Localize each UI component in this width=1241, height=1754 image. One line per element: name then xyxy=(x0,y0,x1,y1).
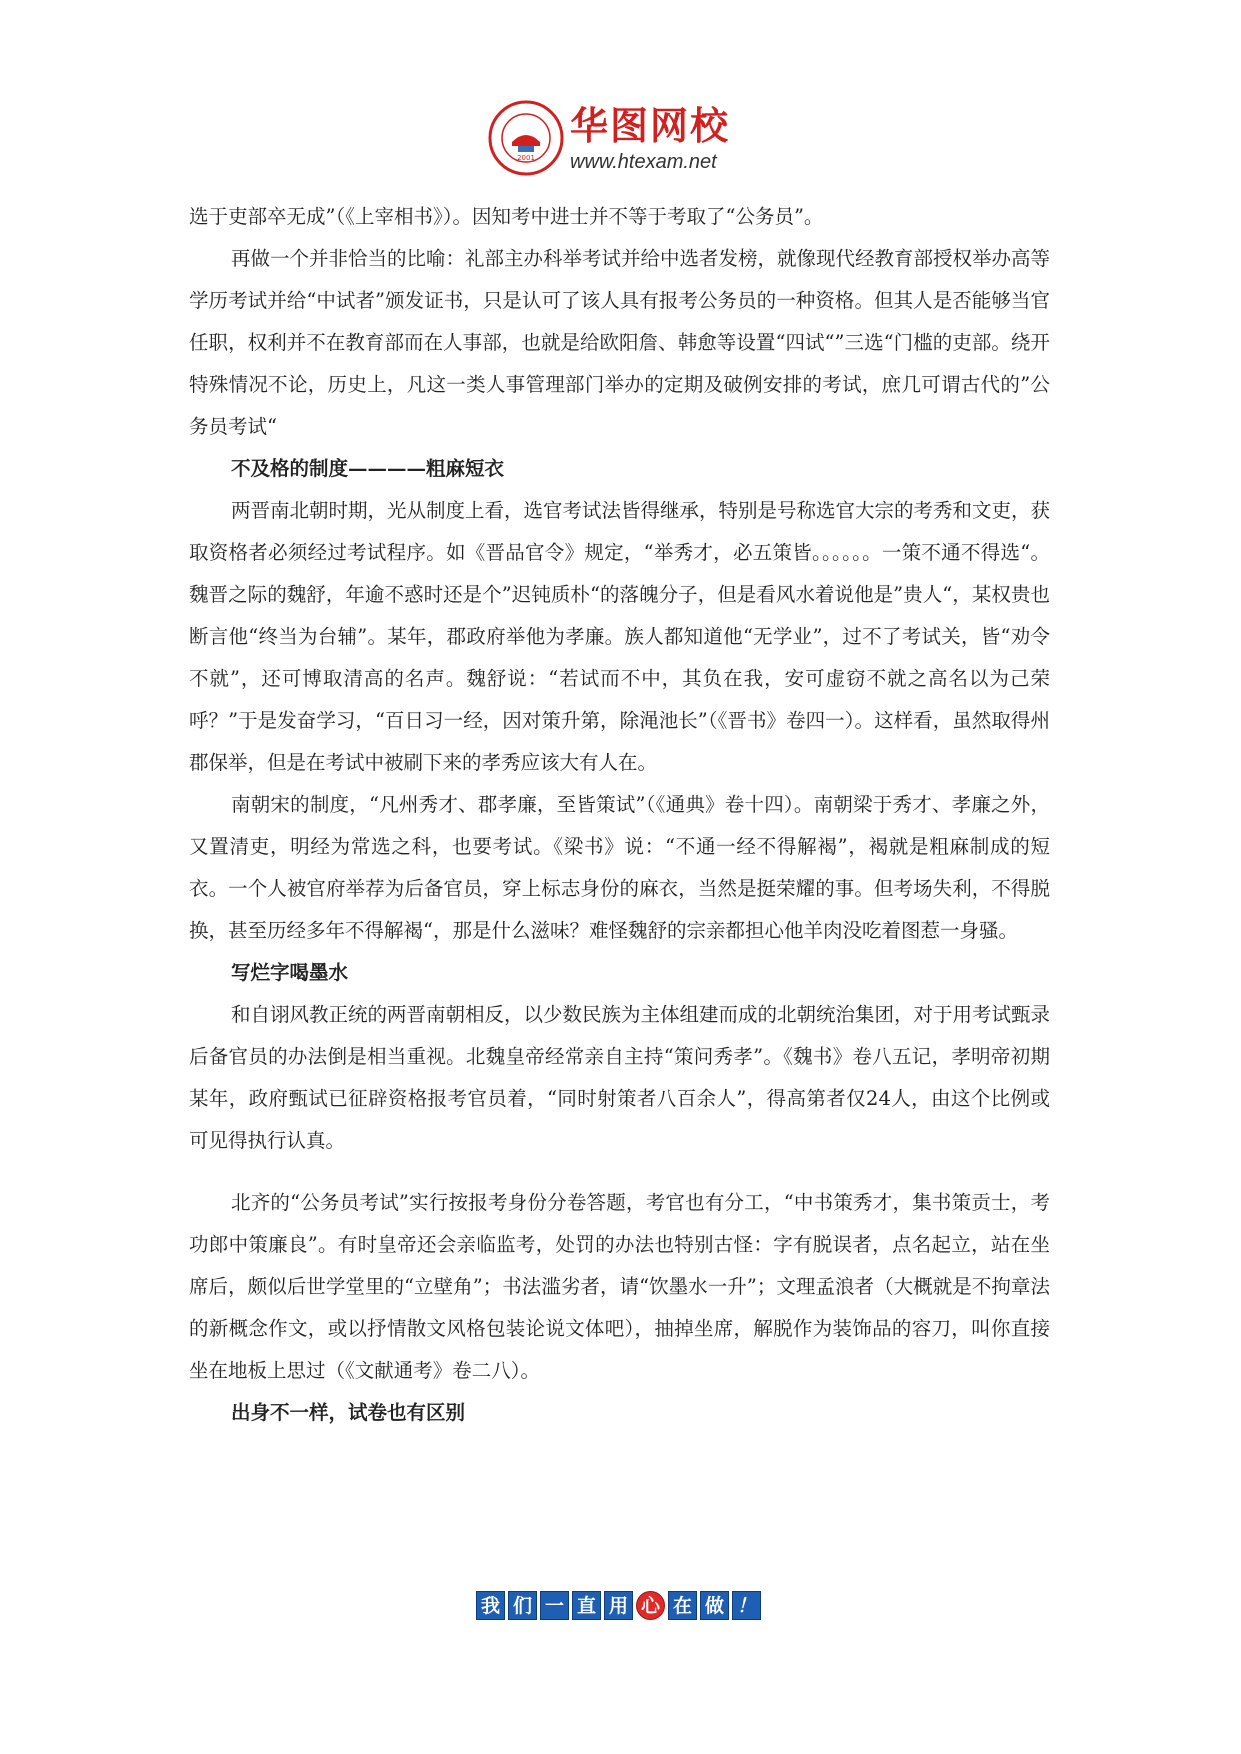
paragraph-5: 和自诩风教正统的两晋南朝相反，以少数民族为主体组建而成的北朝统治集团，对于用考试甄录后备官员的办法倒是相当重视。北魏皇帝经常亲自主持“策问秀孝”。《魏书》卷八五记，孝明帝初期某年，政府甄试已征辟资格报考官员着，“同时射策者八百余人”，得高第者仅24人，由这个比例或可见得执行认真。 xyxy=(189,1003,1051,1152)
section-heading-1: 不及格的制度————粗麻短衣 xyxy=(231,457,505,480)
slogan-char: 在 xyxy=(668,1591,697,1620)
slogan-char: 做 xyxy=(700,1591,729,1620)
slogan-char: 一 xyxy=(540,1591,569,1620)
paragraph-gap xyxy=(189,1162,1050,1182)
section-heading-3: 出身不一样，试卷也有区别 xyxy=(231,1401,466,1424)
article-body xyxy=(189,196,1050,1434)
svg-text:2001: 2001 xyxy=(517,154,535,162)
paragraph-3: 两晋南北朝时期，光从制度上看，选官考试法皆得继承，特别是号称选官大宗的考秀和文吏，获取资格者必须经过考试程序。如《晋品官令》规定，“举秀才，必五策皆。。。。。。一策不通不得选“。魏晋之际的魏舒，年逾不惑时还是个”迟钝质朴“的落魄分子，但是看风水着说他是”贵人“，某权贵也断言他“终当为台辅”。某年，郡政府举他为孝廉。族人都知道他“无学业”，过不了考试关，皆“劝令不就”，还可博取清高的名声。魏舒说：“若试而不中，其负在我，安可虚窃不就之高名以为己荣呼？”于是发奋学习，“百日习一经，因对策升第，除渑池长”（《晋书》卷四一）。这样看，虽然取得州郡保举，但是在考试中被刷下来的孝秀应该大有人在。 xyxy=(189,499,1051,774)
section-heading-2: 写烂字喝墨水 xyxy=(231,961,349,984)
logo-name: 华图网校 xyxy=(570,104,731,148)
paragraph-2: 再做一个并非恰当的比喻：礼部主办科举考试并给中选者发榜，就像现代经教育部授权举办高等学历考试并给“中试者”颁发证书，只是认可了该人具有报考公务员的一种资格。但其人是否能够当官任职，权利并不在教育部而在人事部，也就是给欧阳詹、韩愈等设置“四试“”三选“门槛的吏部。绕开特殊情况不论，历史上，凡这一类人事管理部门举办的定期及破例安排的考试，庶几可谓古代的”公务员考试“ xyxy=(189,247,1051,438)
slogan-char: 直 xyxy=(572,1591,601,1620)
paragraph-4: 南朝宋的制度，“凡州秀才、郡孝廉，至皆策试”（《通典》卷十四）。南朝梁于秀才、孝廉之外，又置清吏，明经为常选之科，也要考试。《梁书》说：“不通一经不得解褐”，褐就是粗麻制成的短衣。一个人被官府举荐为后备官员，穿上标志身份的麻衣，当然是挺荣耀的事。但考场失利，不得脱换，甚至历经多年不得解褐“，那是什么滋味？难怪魏舒的宗亲都担心他羊肉没吃着图惹一身骚。 xyxy=(189,793,1050,942)
slogan-char: 我 xyxy=(476,1591,505,1620)
slogan-heart-char: 心 xyxy=(636,1591,665,1620)
slogan-exclamation: ！ xyxy=(732,1591,761,1620)
paragraph-1: 选于吏部卒无成”（《上宰相书》）。因知考中进士并不等于考取了“公务员”。 xyxy=(189,205,824,228)
huatu-logo xyxy=(488,100,758,180)
paragraph-6: 北齐的“公务员考试”实行按报考身份分卷答题，考官也有分工，“中书策秀才，集书策贡士，考功郎中策廉良”。有时皇帝还会亲临监考，处罚的办法也特别古怪：字有脱误者，点名起立，站在坐席后，颇似后世学堂里的“立壁角”；书法滥劣者，请“饮墨水一升”；文理孟浪者（大概就是不拘章法的新概念作文，或以抒情散文风格包装论说文体吧），抽掉坐席，解脱作为装饰品的容刀，叫你直接坐在地板上思过（《文献通考》卷二八）。 xyxy=(189,1191,1050,1382)
huatu-seal-icon xyxy=(488,100,564,176)
slogan-char: 用 xyxy=(604,1591,633,1620)
footer-slogan xyxy=(476,1591,761,1621)
slogan-char: 们 xyxy=(508,1591,537,1620)
logo-url: www.htexam.net xyxy=(570,151,717,173)
